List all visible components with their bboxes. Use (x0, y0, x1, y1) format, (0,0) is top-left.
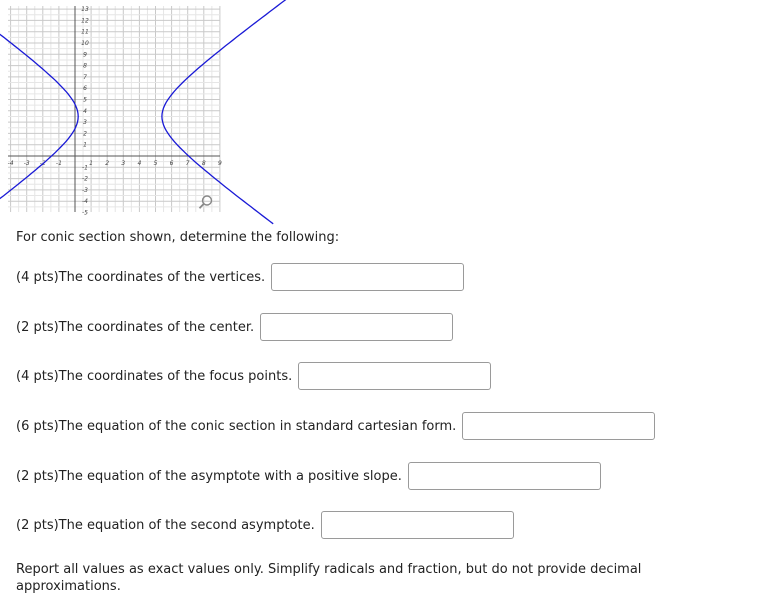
y-tick-label: 3 (83, 119, 87, 127)
foci-answer-field[interactable] (298, 362, 491, 390)
x-tick-label: 7 (185, 160, 190, 167)
y-tick-label: -5 (82, 209, 88, 217)
question-second-asymptote (16, 511, 514, 539)
y-tick-label: 9 (83, 51, 87, 59)
magnifier-icon[interactable] (198, 194, 214, 210)
center-answer-field[interactable] (260, 313, 453, 341)
vertices-answer-field[interactable] (271, 263, 464, 291)
y-tick-label: -2 (82, 175, 88, 183)
graph-canvas (7, 6, 222, 217)
x-tick-label: -3 (23, 160, 30, 167)
y-tick-label: 10 (81, 40, 89, 47)
question-foci (16, 362, 491, 390)
x-tick-label: 9 (217, 160, 222, 167)
y-tick-label: 7 (83, 73, 87, 81)
question-label: (2 pts)The equation of the asymptote with a positive slope. (16, 468, 402, 484)
x-tick-label: -4 (7, 160, 14, 167)
x-tick-label: 1 (89, 160, 94, 167)
y-tick-label: 8 (83, 62, 87, 70)
question-label: (6 pts)The equation of the conic section in standard cartesian form. (16, 418, 457, 434)
x-tick-label: -1 (55, 160, 62, 167)
x-tick-label: 3 (121, 160, 126, 167)
instructions-note: Report all values as exact values only. Simplify radicals and fraction, but do not provide decimal approximations. (16, 562, 642, 594)
equation-answer-field[interactable] (462, 412, 655, 440)
y-tick-label: -3 (82, 186, 88, 194)
y-tick-label: 12 (81, 17, 89, 25)
question-vertices (16, 263, 464, 291)
y-tick-label: 6 (83, 85, 87, 93)
second-asymptote-answer-field[interactable] (321, 511, 514, 539)
x-tick-label: -2 (39, 160, 46, 167)
y-tick-label: 11 (81, 28, 89, 36)
question-label: (4 pts)The coordinates of the focus points. (16, 368, 293, 384)
x-tick-label: 6 (169, 160, 174, 167)
y-tick-label: -1 (82, 164, 88, 172)
y-tick-label: 2 (83, 130, 87, 138)
x-tick-label: 8 (201, 160, 206, 167)
question-label: (2 pts)The equation of the second asymptote. (16, 517, 315, 533)
x-tick-label: 4 (137, 160, 142, 167)
hyperbola-graph (7, 6, 222, 217)
question-intro: For conic section shown, determine the following: (16, 230, 340, 245)
x-tick-label: 5 (153, 160, 158, 167)
positive-asymptote-answer-field[interactable] (408, 462, 601, 490)
question-label: (2 pts)The coordinates of the center. (16, 319, 255, 335)
x-tick-label: 2 (105, 160, 110, 167)
y-tick-label: 1 (83, 141, 87, 149)
y-tick-label: -4 (82, 198, 88, 206)
question-center (16, 313, 453, 341)
question-label: (4 pts)The coordinates of the vertices. (16, 269, 266, 285)
question-positive-asymptote (16, 462, 601, 490)
y-tick-label: 4 (83, 107, 87, 115)
y-tick-label: 5 (83, 96, 87, 104)
question-equation (16, 412, 655, 440)
y-tick-label: 13 (81, 6, 89, 14)
